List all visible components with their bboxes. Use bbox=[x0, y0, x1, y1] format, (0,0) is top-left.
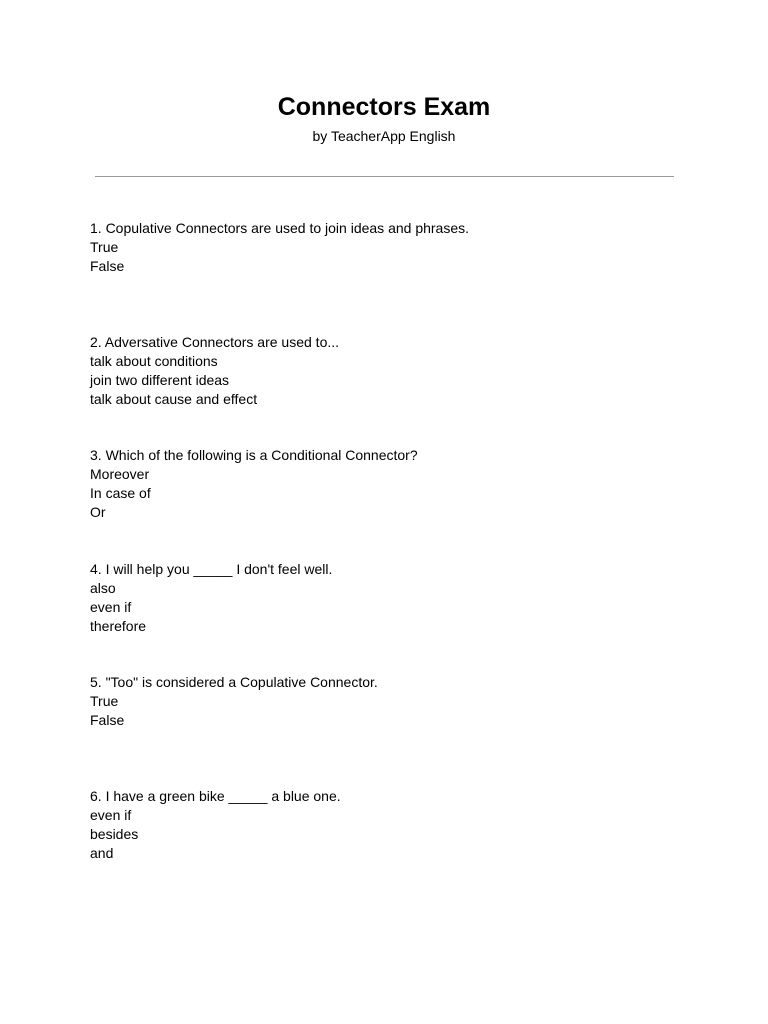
answer-option: Moreover bbox=[90, 466, 150, 482]
answer-option: True bbox=[90, 693, 119, 709]
answer-option: False bbox=[90, 258, 125, 274]
question-5 bbox=[90, 673, 690, 787]
answer-option: also bbox=[90, 579, 116, 596]
answer-option: True bbox=[90, 239, 119, 255]
answer-option: therefore bbox=[90, 617, 147, 634]
question-text: 6. I have a green bike _____ a blue one. bbox=[90, 787, 341, 804]
answer-option: and bbox=[90, 844, 114, 861]
page-subtitle: by TeacherApp English bbox=[312, 128, 456, 144]
answer-option: besides bbox=[90, 825, 139, 842]
question-2 bbox=[90, 333, 690, 447]
answer-option: join two different ideas bbox=[90, 371, 230, 388]
question-3 bbox=[90, 446, 690, 560]
answer-option: even if bbox=[90, 806, 132, 823]
question-text: 4. I will help you _____ I don't feel well. bbox=[90, 560, 333, 577]
answer-option: Or bbox=[90, 504, 106, 520]
header-divider bbox=[95, 176, 674, 177]
question-4 bbox=[90, 560, 690, 674]
answer-option: False bbox=[90, 712, 125, 728]
answer-option: even if bbox=[90, 598, 132, 615]
question-6 bbox=[90, 787, 690, 901]
question-1 bbox=[90, 219, 690, 333]
answer-option: In case of bbox=[90, 485, 151, 501]
answer-option: talk about conditions bbox=[90, 352, 218, 369]
exam-header bbox=[0, 90, 768, 146]
question-text: 5. "Too" is considered a Copulative Connector. bbox=[90, 674, 378, 690]
answer-option: talk about cause and effect bbox=[90, 390, 258, 407]
question-text: 3. Which of the following is a Conditional Connector? bbox=[90, 447, 418, 463]
question-text: 2. Adversative Connectors are used to... bbox=[90, 333, 340, 350]
question-list bbox=[90, 219, 690, 900]
question-text: 1. Copulative Connectors are used to join ideas and phrases. bbox=[90, 220, 470, 236]
page-title: Connectors Exam bbox=[277, 93, 491, 121]
